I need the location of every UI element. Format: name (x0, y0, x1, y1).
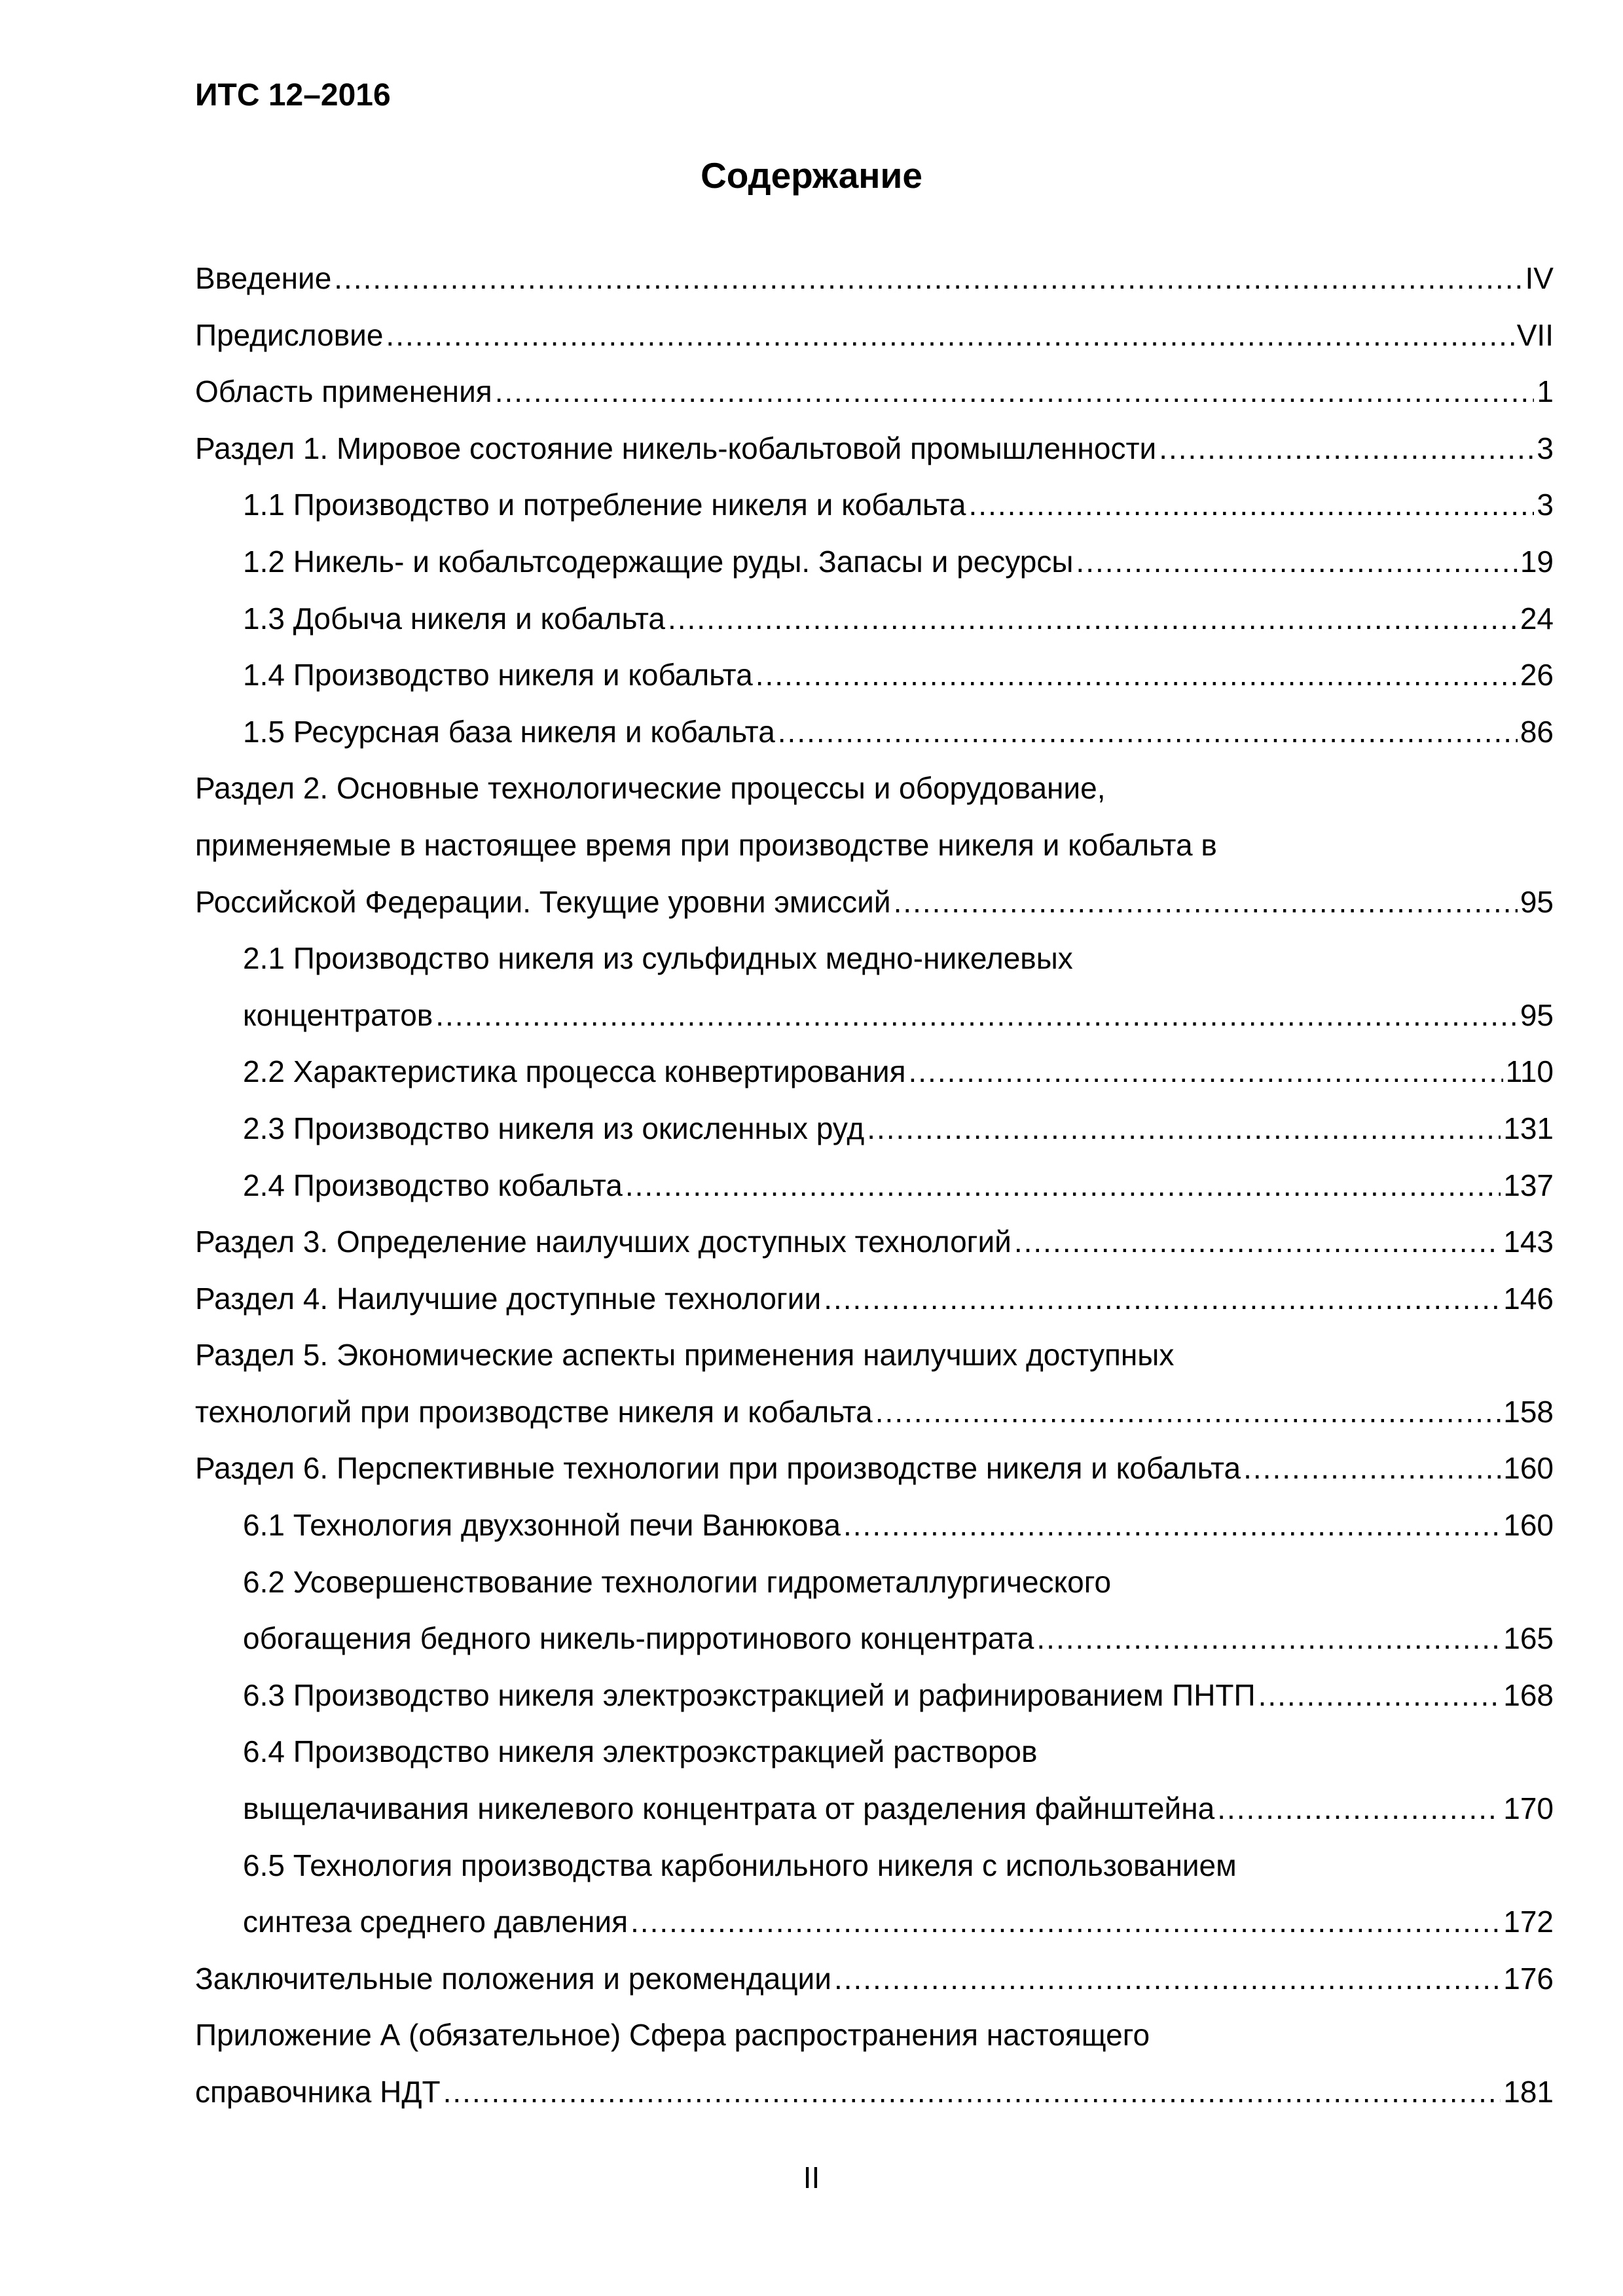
toc-leader-dots (843, 1497, 1501, 1554)
toc-entry[interactable] (195, 1667, 1554, 1724)
page-number: II (803, 2161, 820, 2195)
toc-entry[interactable] (195, 1270, 1554, 1327)
toc-page-number: 146 (1503, 1281, 1554, 1316)
toc-page-number: 165 (1503, 1621, 1554, 1656)
toc-page-number: 168 (1503, 1677, 1554, 1712)
toc-leader-dots (834, 1950, 1501, 2007)
toc-entry-text: обогащения бедного никель-пирротинового концентрата (243, 1621, 1034, 1656)
toc-entry-text: 1.2 Никель- и кобальтсодержащие руды. Запасы и ресурсы (243, 544, 1074, 579)
toc-page-number: 170 (1503, 1791, 1554, 1826)
toc-page-number: 158 (1503, 1394, 1554, 1429)
toc-entry[interactable] (195, 533, 1554, 590)
toc-entry-text: 1.3 Добыча никеля и кобальта (243, 601, 665, 636)
toc-entry[interactable] (195, 1610, 1554, 1667)
toc-entry[interactable] (195, 1384, 1554, 1441)
toc-entry-text: Раздел 4. Наилучшие доступные технологии (195, 1281, 822, 1316)
toc-leader-dots (334, 250, 1522, 307)
toc-leader-dots (824, 1270, 1501, 1327)
toc-page-number: VII (1516, 317, 1554, 352)
toc-entry[interactable] (195, 1893, 1554, 1950)
toc-entry-text: 6.4 Производство никеля электроэкстракцией растворов (243, 1734, 1038, 1769)
toc-entry[interactable] (195, 307, 1554, 364)
toc-page-number: 95 (1520, 997, 1554, 1032)
toc-page-number: 95 (1520, 884, 1554, 919)
toc-entry[interactable] (195, 704, 1554, 761)
document-code: ИТС 12–2016 (195, 78, 391, 113)
toc-leader-dots (1014, 1213, 1501, 1270)
toc-page-number: 137 (1503, 1168, 1554, 1202)
toc-entry-text: Раздел 3. Определение наилучших доступных технологий (195, 1225, 1012, 1259)
toc-entry[interactable] (195, 1043, 1554, 1100)
toc-entry-text: технологий при производстве никеля и кобальта (195, 1394, 873, 1429)
toc-entry-text: 6.2 Усовершенствование технологии гидрометаллургического (243, 1564, 1112, 1599)
toc-leader-dots (435, 987, 1518, 1044)
toc-entry-text: 1.1 Производство и потребление никеля и кобальта (243, 488, 966, 522)
toc-leader-dots (1243, 1440, 1501, 1497)
toc-entry[interactable] (195, 250, 1554, 307)
toc-entry-text: 2.4 Производство кобальта (243, 1168, 623, 1202)
toc-entry[interactable] (195, 1327, 1554, 1384)
toc-entry[interactable] (195, 1950, 1554, 2007)
toc-entry[interactable] (195, 987, 1554, 1044)
toc-entry[interactable] (195, 760, 1554, 817)
toc-leader-dots (668, 590, 1518, 647)
toc-entry-text: синтеза среднего давления (243, 1905, 629, 1939)
toc-leader-dots (386, 307, 1514, 364)
toc-leader-dots (495, 363, 1535, 420)
toc-entry[interactable] (195, 1723, 1554, 1780)
toc-title: Содержание (701, 155, 922, 196)
toc-entry[interactable] (195, 930, 1554, 987)
toc-entry-text: применяемые в настоящее время при производстве никеля и кобальта в (195, 827, 1217, 862)
toc-entry[interactable] (195, 1100, 1554, 1157)
toc-page-number: 110 (1505, 1054, 1554, 1089)
toc-entry[interactable] (195, 1780, 1554, 1837)
toc-leader-dots (443, 2064, 1501, 2121)
toc-entry-text: выщелачивания никелевого концентрата от разделения файнштейна (243, 1791, 1215, 1826)
toc-entry-text: Приложение А (обязательное) Сфера распространения настоящего (195, 2018, 1150, 2053)
toc-entry-text: концентратов (243, 997, 433, 1032)
toc-entry[interactable] (195, 363, 1554, 420)
toc-page-number: 1 (1537, 374, 1554, 409)
toc-page-number: IV (1525, 261, 1554, 295)
toc-leader-dots (969, 476, 1535, 533)
toc-page-number: 172 (1503, 1905, 1554, 1939)
toc-entry[interactable] (195, 420, 1554, 477)
toc-entry[interactable] (195, 647, 1554, 704)
toc-page-number: 181 (1503, 2075, 1554, 2109)
toc-page-number: 131 (1503, 1111, 1554, 1145)
table-of-contents (195, 250, 1554, 2121)
toc-entry[interactable] (195, 817, 1554, 874)
toc-leader-dots (908, 1043, 1503, 1100)
toc-leader-dots (1036, 1610, 1501, 1667)
toc-leader-dots (894, 874, 1518, 931)
toc-entry-text: Раздел 5. Экономические аспекты применения наилучших доступных (195, 1338, 1175, 1372)
toc-entry[interactable] (195, 1837, 1554, 1894)
toc-page-number: 160 (1503, 1451, 1554, 1486)
toc-entry[interactable] (195, 476, 1554, 533)
toc-entry[interactable] (195, 2064, 1554, 2121)
toc-entry-text: 2.2 Характеристика процесса конвертирования (243, 1054, 906, 1089)
toc-entry[interactable] (195, 1554, 1554, 1611)
toc-leader-dots (1076, 533, 1517, 590)
toc-entry-text: справочника НДТ (195, 2075, 441, 2109)
toc-entry-text: 2.1 Производство никеля из сульфидных медно-никелевых (243, 941, 1073, 976)
toc-page-number: 176 (1503, 1961, 1554, 1996)
toc-leader-dots (875, 1384, 1501, 1441)
toc-leader-dots (778, 704, 1518, 761)
toc-entry[interactable] (195, 590, 1554, 647)
toc-entry-text: Заключительные положения и рекомендации (195, 1961, 831, 1996)
toc-entry-text: Предисловие (195, 317, 384, 352)
toc-entry-text: Раздел 2. Основные технологические процессы и оборудование, (195, 771, 1106, 806)
toc-page-number: 143 (1503, 1225, 1554, 1259)
toc-page-number: 3 (1537, 488, 1554, 522)
toc-leader-dots (1258, 1667, 1501, 1724)
toc-entry[interactable] (195, 1213, 1554, 1270)
toc-entry-text: 1.5 Ресурсная база никеля и кобальта (243, 714, 775, 749)
toc-page-number: 3 (1537, 431, 1554, 465)
toc-page-number: 24 (1520, 601, 1554, 636)
toc-entry-text: 2.3 Производство никеля из окисленных руд (243, 1111, 865, 1145)
toc-page-number: 86 (1520, 714, 1554, 749)
toc-entry-text: 6.5 Технология производства карбонильного никеля с использованием (243, 1848, 1237, 1882)
toc-entry-text: Область применения (195, 374, 492, 409)
toc-entry[interactable] (195, 1497, 1554, 1554)
toc-leader-dots (630, 1893, 1501, 1950)
toc-entry-text: Раздел 6. Перспективные технологии при производстве никеля и кобальта (195, 1451, 1241, 1486)
toc-leader-dots (1217, 1780, 1501, 1837)
toc-entry-text: 6.3 Производство никеля электроэкстракцией и рафинированием ПНТП (243, 1677, 1256, 1712)
toc-leader-dots (867, 1100, 1501, 1157)
toc-page-number: 160 (1503, 1508, 1554, 1543)
toc-entry[interactable] (195, 2007, 1554, 2064)
toc-page-number: 19 (1520, 544, 1554, 579)
toc-leader-dots (756, 647, 1518, 704)
toc-entry-text: Российской Федерации. Текущие уровни эмиссий (195, 884, 891, 919)
toc-leader-dots (625, 1157, 1501, 1214)
toc-entry-text: Раздел 1. Мировое состояние никель-кобальтовой промышленности (195, 431, 1157, 465)
toc-leader-dots (1159, 420, 1534, 477)
toc-entry-text: 1.4 Производство никеля и кобальта (243, 658, 753, 692)
toc-page-number: 26 (1520, 658, 1554, 692)
toc-entry[interactable] (195, 1157, 1554, 1214)
toc-entry[interactable] (195, 1440, 1554, 1497)
toc-entry-text: 6.1 Технология двухзонной печи Ванюкова (243, 1508, 841, 1543)
toc-entry[interactable] (195, 874, 1554, 931)
toc-entry-text: Введение (195, 261, 332, 295)
